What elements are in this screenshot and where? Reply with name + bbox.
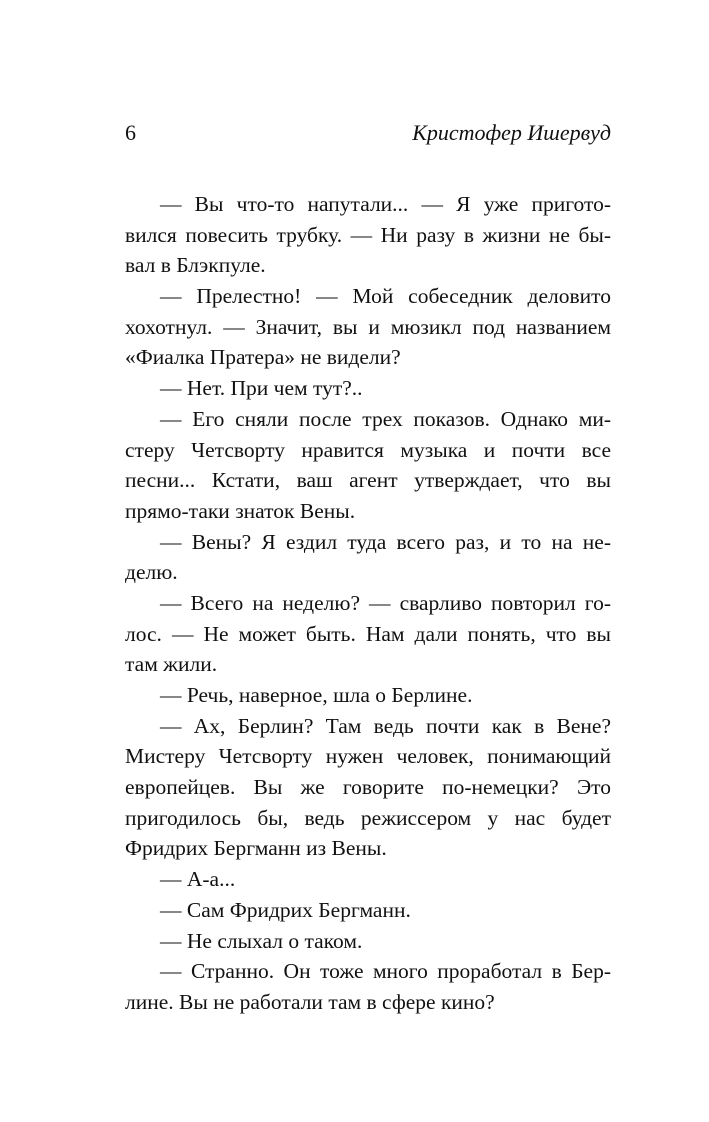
text-line: Фридрих Бергманн из Вены. xyxy=(125,836,387,861)
text-line: прямо-таки знаток Вены. xyxy=(125,498,356,523)
text-line: — Нет. При чем тут?.. xyxy=(160,376,363,401)
text-line: вился повесить трубку. — Ни разу в жизни не бы- xyxy=(125,222,611,247)
text-line: вал в Блэкпуле. xyxy=(125,253,266,278)
text-line: — Ах, Берлин? Там ведь почти как в Вене? xyxy=(160,713,611,738)
body-text xyxy=(125,189,611,1018)
text-line: — Не слыхал о таком. xyxy=(160,928,363,953)
text-line: там жили. xyxy=(125,652,218,677)
text-line: — Прелестно! — Мой собеседник деловито xyxy=(160,284,611,309)
text-line: — Речь, наверное, шла о Берлине. xyxy=(160,683,473,707)
text-line: — А-а... xyxy=(160,867,236,892)
running-head-author: Кристофер Ишервуд xyxy=(412,120,611,145)
text-line: лос. — Не может быть. Нам дали понять, что вы xyxy=(125,621,611,646)
text-line: — Странно. Он тоже много проработал в Бер- xyxy=(160,959,611,984)
text-line: «Фиалка Пратера» не видели? xyxy=(125,345,401,370)
text-line: — Вены? Я ездил туда всего раз, и то на не- xyxy=(160,529,611,554)
text-line: лине. Вы не работали там в сфере кино? xyxy=(125,989,495,1014)
text-line: европейцев. Вы же говорите по-немецки? Это xyxy=(125,775,611,800)
text-line: хохотнул. — Значит, вы и мюзикл под названием xyxy=(125,314,611,339)
text-line: стеру Четсворту нравится музыка и почти все xyxy=(125,437,611,462)
text-line: — Всего на неделю? — сварливо повторил го- xyxy=(160,590,611,615)
page-header xyxy=(125,118,611,148)
text-line: — Его сняли после трех показов. Однако ми- xyxy=(160,406,611,431)
text-line: — Вы что-то напутали... — Я уже пригото- xyxy=(160,192,611,216)
text-line: песни... Кстати, ваш агент утверждает, что вы xyxy=(125,468,611,493)
text-line: пригодилось бы, ведь режиссером у нас будет xyxy=(125,805,611,830)
text-line: делю. xyxy=(125,560,178,585)
text-line: — Сам Фридрих Бергманн. xyxy=(160,897,411,922)
text-line: Мистеру Четсворту нужен человек, понимающий xyxy=(125,744,611,769)
page-number: 6 xyxy=(125,120,136,145)
